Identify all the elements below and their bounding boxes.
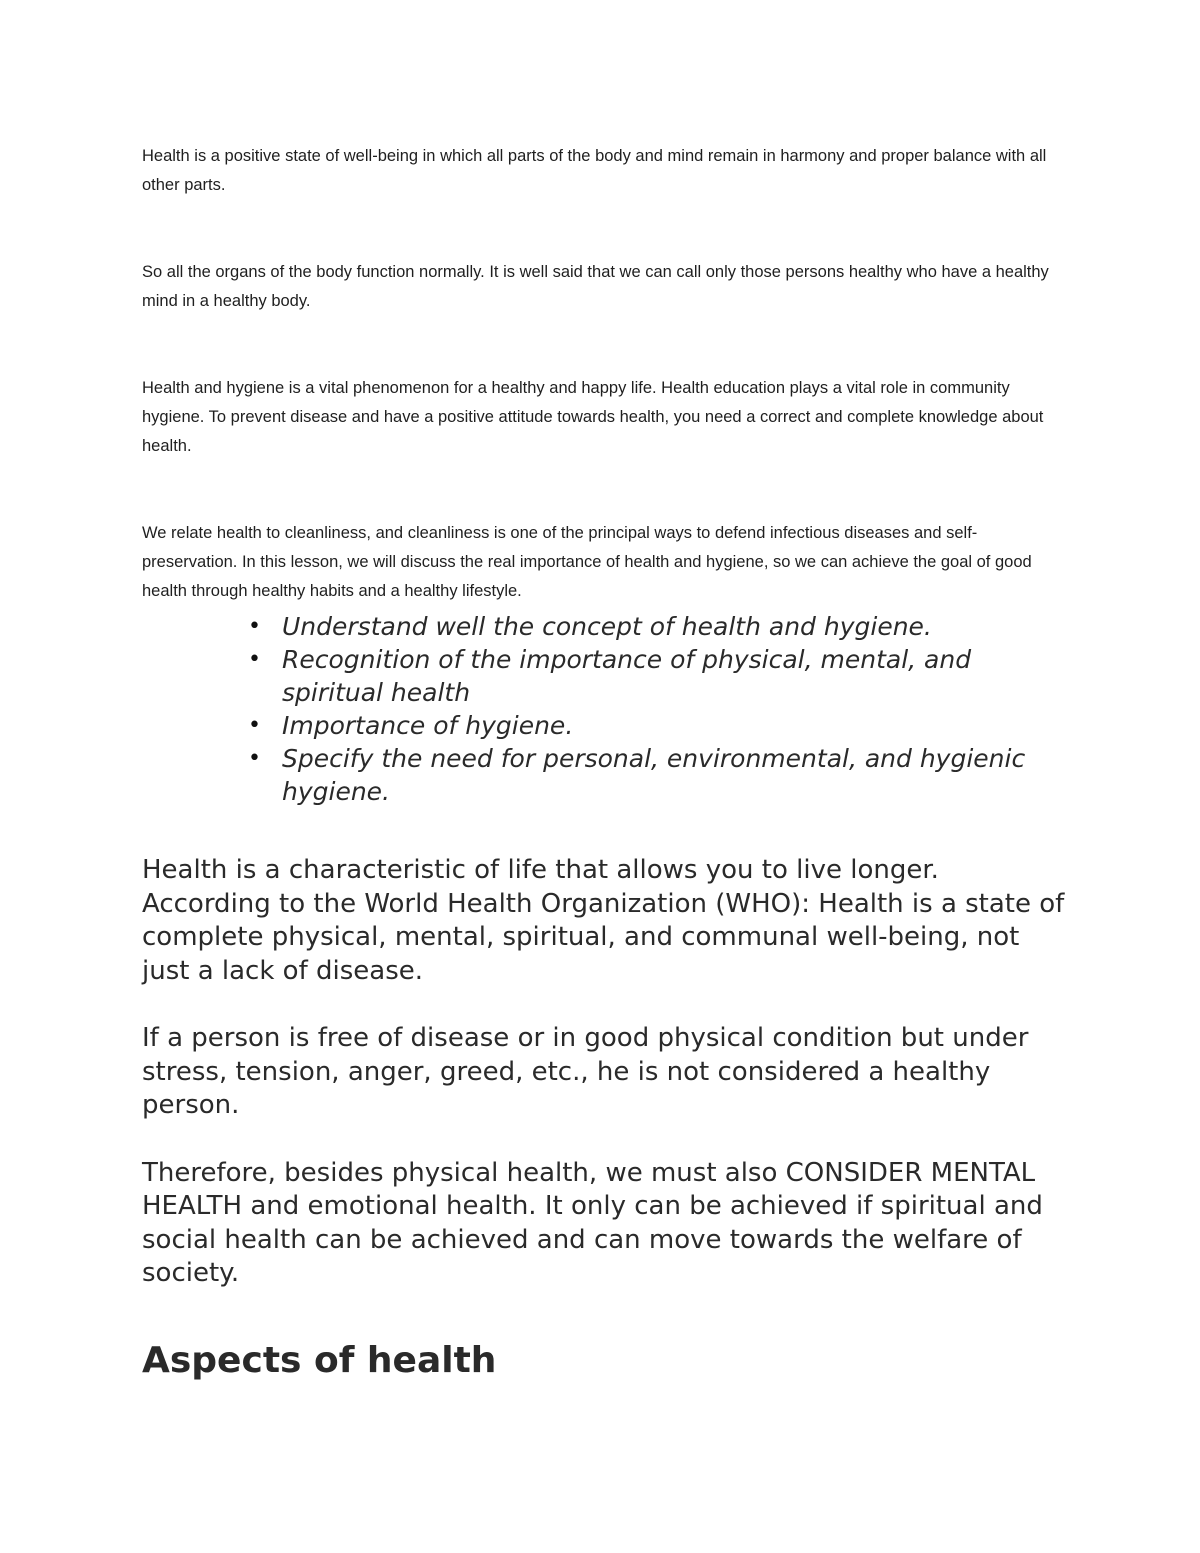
bullet-icon: • <box>248 746 261 771</box>
bullet-icon: • <box>248 713 261 738</box>
stress-paragraph: If a person is free of disease or in good physical condition but under stress, tension, anger, greed, etc., he is not considered a healthy person. <box>142 1023 1029 1120</box>
objective-text: Recognition of the importance of physical, mental, and spiritual health <box>282 645 972 707</box>
list-item <box>248 742 1072 808</box>
hygiene-paragraph: Health and hygiene is a vital phenomenon for a healthy and happy life. Health education plays a vital role in community hygiene. To prevent disease and have a positive attitude towards health, you need a correct and complete knowledge about health. <box>142 379 1044 455</box>
list-item <box>248 610 1072 643</box>
cleanliness-paragraph: We relate health to cleanliness, and cleanliness is one of the principal ways to defend infectious diseases and self-preservation. In this lesson, we will discuss the real importance of health and hygiene, so we can achieve the goal of good health through healthy habits and a healthy lifestyle. <box>142 524 1032 600</box>
list-item <box>248 709 1072 742</box>
list-item <box>248 643 1072 709</box>
objectives-list <box>142 610 1072 808</box>
objective-text: Understand well the concept of health and hygiene. <box>282 612 932 641</box>
bullet-icon: • <box>248 647 261 672</box>
intro-paragraph: Health is a positive state of well-being in which all parts of the body and mind remain in harmony and proper balance with all other parts. <box>142 147 1047 194</box>
mental-health-paragraph: Therefore, besides physical health, we must also CONSIDER MENTAL HEALTH and emotional health. It only can be achieved if spiritual and social health can be achieved and can move towards the welfare of society. <box>142 1157 1043 1288</box>
objective-text: Specify the need for personal, environmental, and hygienic hygiene. <box>282 744 1026 806</box>
document-page <box>142 142 1072 1383</box>
who-definition-paragraph: Health is a characteristic of life that allows you to live longer. According to the World Health Organization (WHO): Health is a state of complete physical, mental, spiritual, and communal well-being, not just a lack of disease. <box>142 855 1065 986</box>
objective-text: Importance of hygiene. <box>282 711 574 740</box>
bullet-icon: • <box>248 614 261 639</box>
organs-paragraph: So all the organs of the body function normally. It is well said that we can call only those persons healthy who have a healthy mind in a healthy body. <box>142 263 1049 310</box>
section-heading: Aspects of health <box>142 1339 497 1381</box>
